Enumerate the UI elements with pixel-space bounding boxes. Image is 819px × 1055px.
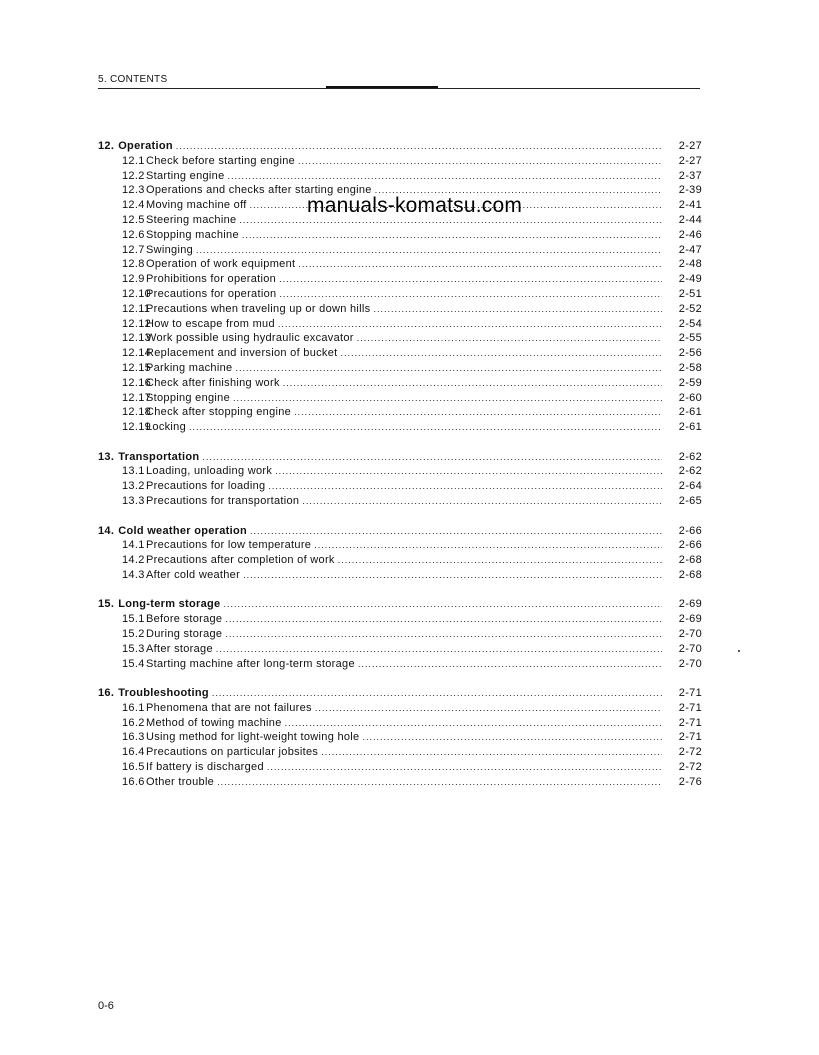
toc-page-ref: 2-55 <box>678 332 702 345</box>
dot-leader <box>235 361 662 376</box>
dot-leader <box>225 627 662 642</box>
dot-leader <box>362 730 662 745</box>
toc-number: 14.2 <box>122 554 145 567</box>
toc-title: Check after finishing work <box>146 376 280 389</box>
dot-leader <box>216 642 662 657</box>
toc-section-heading[interactable] <box>98 450 702 465</box>
toc-page-ref: 2-58 <box>678 361 702 374</box>
dot-leader <box>298 154 662 169</box>
toc-title: Parking machine <box>146 361 233 374</box>
toc-title: Work possible using hydraulic excavator <box>146 332 354 345</box>
dot-leader <box>294 405 662 420</box>
toc-page-ref: 2-27 <box>678 154 702 167</box>
toc-entry[interactable] <box>98 287 702 302</box>
toc-number: 16.3 <box>122 731 145 744</box>
toc-number: 15.4 <box>122 657 145 670</box>
toc-number: 12.12 <box>122 317 152 330</box>
toc-page-ref: 2-61 <box>678 406 702 419</box>
toc-entry[interactable] <box>98 494 702 509</box>
page-number: 0-6 <box>98 1000 114 1012</box>
toc-section-heading[interactable] <box>98 686 702 701</box>
toc-title: Replacement and inversion of bucket <box>146 347 338 360</box>
toc-entry[interactable] <box>98 612 702 627</box>
dot-leader <box>285 716 662 731</box>
toc-page-ref: 2-60 <box>678 391 702 404</box>
toc-number: 12.19 <box>122 421 152 434</box>
toc-page-ref: 2-66 <box>678 524 702 537</box>
toc-title: Operations and checks after starting engine <box>146 184 372 197</box>
dot-leader <box>338 553 662 568</box>
toc-title: Phenomena that are not failures <box>146 701 312 714</box>
toc-title: After storage <box>146 642 213 655</box>
toc-number: 12.6 <box>122 228 145 241</box>
toc-entry[interactable] <box>98 302 702 317</box>
toc-title: Long-term storage <box>118 598 221 611</box>
dot-leader <box>321 745 662 760</box>
dot-leader <box>315 701 662 716</box>
dot-leader <box>250 524 662 539</box>
toc-number: 12.18 <box>122 406 152 419</box>
toc-title: Precautions after completion of work <box>146 554 335 567</box>
toc-title: How to escape from mud <box>146 317 275 330</box>
toc-title: Check after stopping engine <box>146 406 292 419</box>
toc-page-ref: 2-70 <box>678 627 702 640</box>
toc-number: 16.5 <box>122 761 145 774</box>
toc-title: After cold weather <box>146 568 241 581</box>
toc-entry[interactable] <box>98 716 702 731</box>
toc-page-ref: 2-62 <box>678 465 702 478</box>
dot-leader <box>225 612 662 627</box>
toc-entry[interactable] <box>98 730 702 745</box>
toc-page-ref: 2-37 <box>678 169 702 182</box>
dot-leader <box>212 686 662 701</box>
dot-leader <box>268 479 662 494</box>
table-of-contents <box>98 139 702 804</box>
toc-page-ref: 2-44 <box>678 213 702 226</box>
toc-title: Stopping machine <box>146 228 239 241</box>
toc-entry[interactable] <box>98 553 702 568</box>
toc-page-ref: 2-66 <box>678 539 702 552</box>
toc-entry[interactable] <box>98 228 702 243</box>
toc-number: 16.2 <box>122 716 145 729</box>
toc-number: 16.4 <box>122 746 145 759</box>
toc-number: 12.17 <box>122 391 152 404</box>
dot-leader <box>233 391 662 406</box>
toc-page-ref: 2-51 <box>678 287 702 300</box>
toc-title: Cold weather operation <box>118 524 248 537</box>
toc-page-ref: 2-70 <box>678 657 702 670</box>
toc-page-ref: 2-47 <box>678 243 702 256</box>
toc-number: 13.2 <box>122 480 145 493</box>
toc-page-ref: 2-54 <box>678 317 702 330</box>
toc-title: During storage <box>146 627 223 640</box>
toc-section <box>98 686 702 790</box>
toc-number: 12.3 <box>122 184 145 197</box>
toc-title: Using method for light-weight towing hole <box>146 731 360 744</box>
toc-number: 12.5 <box>122 213 145 226</box>
watermark: manuals-komatsu.com <box>307 194 523 217</box>
toc-entry[interactable] <box>98 317 702 332</box>
dot-leader <box>196 243 662 258</box>
toc-page-ref: 2-48 <box>678 258 702 271</box>
toc-page-ref: 2-61 <box>678 421 702 434</box>
dot-leader <box>189 420 662 435</box>
toc-page-ref: 2-69 <box>678 598 702 611</box>
dot-leader <box>243 568 662 583</box>
header-rule-accent <box>326 86 438 88</box>
toc-entry[interactable] <box>98 760 702 775</box>
toc-number: 16. <box>98 687 115 700</box>
toc-title: Starting machine after long-term storage <box>146 657 355 670</box>
toc-number: 15.3 <box>122 642 145 655</box>
toc-title: Precautions for low temperature <box>146 539 312 552</box>
toc-entry[interactable] <box>98 391 702 406</box>
dot-leader <box>279 287 662 302</box>
scan-speck <box>738 650 740 652</box>
toc-number: 13.3 <box>122 495 145 508</box>
toc-title: Starting engine <box>146 169 225 182</box>
toc-section-heading[interactable] <box>98 524 702 539</box>
toc-page-ref: 2-27 <box>678 140 702 152</box>
toc-page-ref: 2-41 <box>678 199 702 212</box>
toc-entry[interactable] <box>98 331 702 346</box>
toc-entry[interactable] <box>98 376 702 391</box>
dot-leader <box>242 228 662 243</box>
toc-number: 12.14 <box>122 347 152 360</box>
toc-number: 12.11 <box>122 302 151 315</box>
toc-title: Precautions when traveling up or down hills <box>146 302 371 315</box>
toc-section <box>98 139 702 435</box>
toc-section-heading[interactable] <box>98 139 702 154</box>
toc-page-ref: 2-62 <box>678 450 702 463</box>
toc-page-ref: 2-64 <box>678 480 702 493</box>
toc-title: Transportation <box>118 450 200 463</box>
toc-entry[interactable] <box>98 701 702 716</box>
toc-page-ref: 2-71 <box>678 687 702 700</box>
toc-page-ref: 2-56 <box>678 347 702 360</box>
toc-entry[interactable] <box>98 420 702 435</box>
toc-title: Check before starting engine <box>146 154 296 167</box>
dot-leader <box>302 494 662 509</box>
dot-leader <box>202 450 662 465</box>
toc-entry[interactable] <box>98 464 702 479</box>
dot-leader <box>283 376 662 391</box>
toc-title: Steering machine <box>146 213 237 226</box>
dot-leader <box>341 346 663 361</box>
toc-page-ref: 2-52 <box>678 302 702 315</box>
toc-entry[interactable] <box>98 642 702 657</box>
dot-leader <box>279 272 662 287</box>
toc-entry[interactable] <box>98 745 702 760</box>
toc-number: 12.13 <box>122 332 152 345</box>
toc-number: 12.1 <box>122 154 145 167</box>
toc-title: Moving machine off <box>146 199 247 212</box>
toc-number: 12.2 <box>122 169 145 182</box>
dot-leader <box>357 331 662 346</box>
toc-number: 14.1 <box>122 539 145 552</box>
toc-entry[interactable] <box>98 346 702 361</box>
toc-title: Precautions for loading <box>146 480 266 493</box>
toc-number: 12.15 <box>122 361 152 374</box>
toc-entry[interactable] <box>98 169 702 184</box>
dot-leader <box>278 317 662 332</box>
toc-title: Other trouble <box>146 775 215 788</box>
toc-entry[interactable] <box>98 657 702 672</box>
dot-leader <box>217 775 662 790</box>
toc-number: 12.9 <box>122 273 145 286</box>
toc-title: Loading, unloading work <box>146 465 273 478</box>
dot-leader <box>228 169 663 184</box>
toc-number: 16.1 <box>122 701 145 714</box>
toc-page-ref: 2-59 <box>678 376 702 389</box>
toc-entry[interactable] <box>98 479 702 494</box>
toc-entry[interactable] <box>98 775 702 790</box>
toc-number: 13. <box>98 450 115 463</box>
toc-title: Stopping engine <box>146 391 231 404</box>
toc-section <box>98 450 702 509</box>
toc-page-ref: 2-46 <box>678 228 702 241</box>
dot-leader <box>373 302 662 317</box>
toc-entry[interactable] <box>98 272 702 287</box>
toc-page-ref: 2-76 <box>678 775 702 788</box>
toc-entry[interactable] <box>98 257 702 272</box>
toc-title: Precautions for operation <box>146 287 277 300</box>
toc-page-ref: 2-68 <box>678 568 702 581</box>
header-title: 5. CONTENTS <box>98 74 168 85</box>
toc-page-ref: 2-39 <box>678 184 702 197</box>
dot-leader <box>358 657 662 672</box>
toc-entry[interactable] <box>98 568 702 583</box>
toc-entry[interactable] <box>98 627 702 642</box>
toc-title: Before storage <box>146 613 223 626</box>
toc-entry[interactable] <box>98 243 702 258</box>
toc-number: 12.4 <box>122 199 145 212</box>
toc-title: Method of towing machine <box>146 716 282 729</box>
toc-page-ref: 2-65 <box>678 495 702 508</box>
toc-number: 12.7 <box>122 243 145 256</box>
toc-page-ref: 2-72 <box>678 746 702 759</box>
toc-title: Operation of work equipment <box>146 258 296 271</box>
toc-entry[interactable] <box>98 361 702 376</box>
toc-entry[interactable] <box>98 405 702 420</box>
toc-page-ref: 2-71 <box>678 701 702 714</box>
toc-title: Precautions on particular jobsites <box>146 746 319 759</box>
toc-title: Precautions for transportation <box>146 495 300 508</box>
toc-page-ref: 2-72 <box>678 761 702 774</box>
dot-leader <box>267 760 662 775</box>
dot-leader <box>275 464 662 479</box>
dot-leader <box>223 597 662 612</box>
dot-leader <box>314 538 662 553</box>
toc-title: Prohibitions for operation <box>146 273 277 286</box>
toc-entry[interactable] <box>98 154 702 169</box>
toc-page-ref: 2-49 <box>678 273 702 286</box>
toc-page-ref: 2-68 <box>678 554 702 567</box>
toc-number: 15.1 <box>122 613 145 626</box>
toc-number: 15. <box>98 598 115 611</box>
toc-title: Troubleshooting <box>118 687 209 700</box>
toc-number: 12.10 <box>122 287 152 300</box>
dot-leader <box>176 139 662 154</box>
toc-section-heading[interactable] <box>98 597 702 612</box>
toc-page-ref: 2-69 <box>678 613 702 626</box>
dot-leader <box>298 257 662 272</box>
toc-page-ref: 2-71 <box>678 731 702 744</box>
toc-title: Operation <box>118 140 173 152</box>
toc-section <box>98 524 702 583</box>
toc-page-ref: 2-70 <box>678 642 702 655</box>
toc-title: Swinging <box>146 243 194 256</box>
toc-number: 12.16 <box>122 376 152 389</box>
toc-number: 14.3 <box>122 568 145 581</box>
toc-entry[interactable] <box>98 538 702 553</box>
toc-number: 12.8 <box>122 258 145 271</box>
toc-page-ref: 2-71 <box>678 716 702 729</box>
toc-title: Locking <box>146 421 187 434</box>
toc-number: 12. <box>98 140 115 152</box>
toc-number: 15.2 <box>122 627 145 640</box>
toc-title: If battery is discharged <box>146 761 264 774</box>
toc-number: 13.1 <box>122 465 145 478</box>
toc-number: 14. <box>98 524 115 537</box>
toc-number: 16.6 <box>122 775 145 788</box>
toc-section <box>98 597 702 671</box>
